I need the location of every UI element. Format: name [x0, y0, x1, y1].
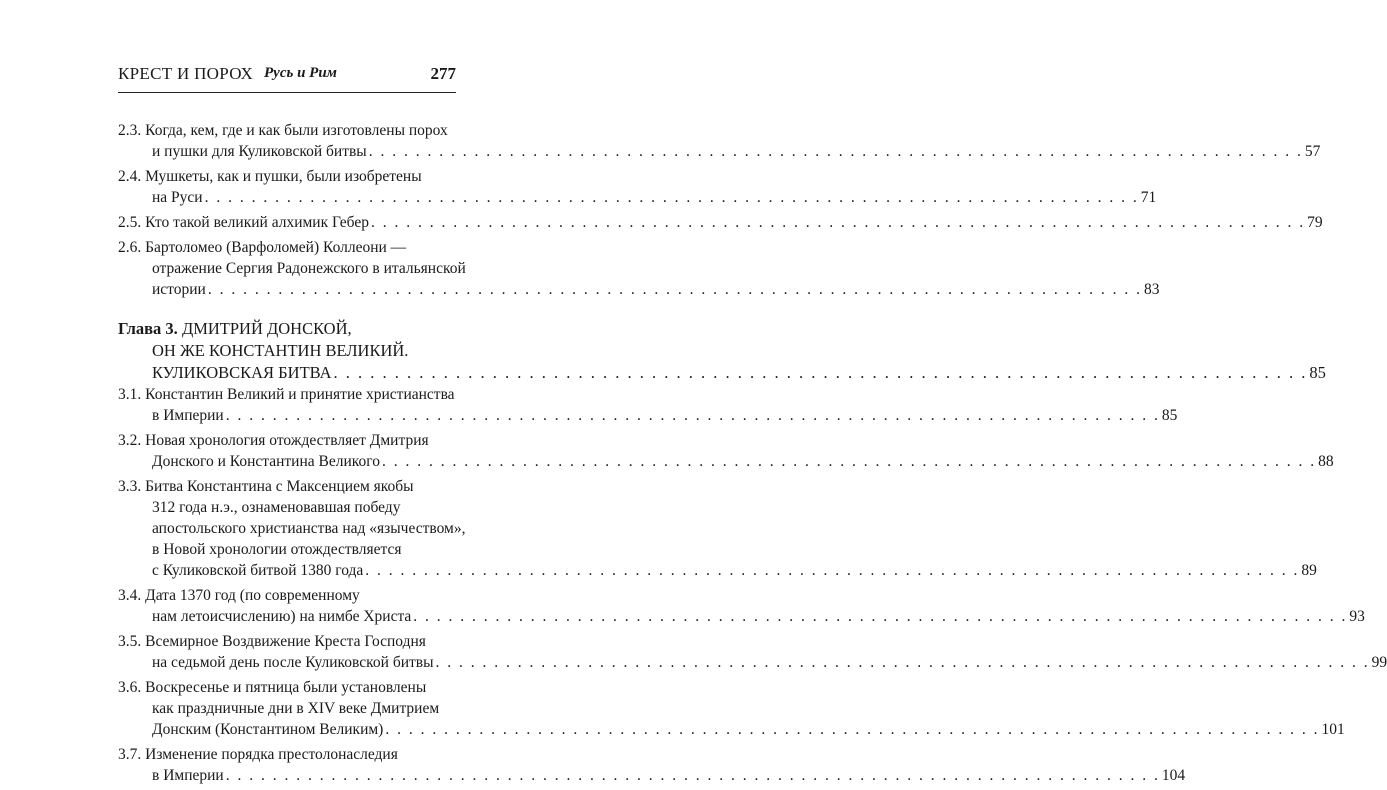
dot-leader: . . . . . . . . . . . . . . . . . . . . . . . . . . . . . . . . . . . . . . . . . . . . . . . . . . . . . . . . . . . . . . . . . . . . . . . . . . . . . . . . — [368, 143, 1303, 160]
toc-entry-title: 3.2. Новая хронология отождествляет Дмитрия — [118, 432, 429, 449]
toc-entry-title-cont: нам летоисчислению) на нимбе Христа — [152, 608, 412, 625]
toc-entry-line — [118, 166, 456, 187]
toc-page-number: 79 — [1307, 214, 1323, 231]
toc-entry-title: 3.1. Константин Великий и принятие христианства — [118, 386, 455, 403]
toc-page-number: 71 — [1140, 189, 1157, 206]
toc-entry-line — [118, 631, 456, 652]
chapter-title: ОН ЖЕ КОНСТАНТИН ВЕЛИКИЙ. — [152, 341, 409, 360]
toc-entry-line — [118, 698, 456, 719]
toc-entry-title: 2.4. Мушкеты, как и пушки, были изобретены — [118, 168, 422, 185]
toc-entry-title-cont: истории — [152, 281, 206, 298]
running-header — [118, 62, 456, 88]
toc-page-number: 89 — [1301, 562, 1317, 579]
toc-entry-line — [118, 744, 456, 765]
toc-entry-title: 3.4. Дата 1370 год (по современному — [118, 587, 360, 604]
toc-entry-line — [118, 279, 1160, 300]
toc-entry-title-cont: и пушки для Куликовской битвы — [152, 143, 367, 160]
toc-entry-line — [118, 405, 1178, 426]
toc-entry-line — [118, 560, 1317, 581]
toc-entry-title-cont: апостольского христианства над «язычеством», — [152, 520, 466, 537]
chapter-page-number: 85 — [1309, 363, 1326, 382]
dot-leader: . . . . . . . . . . . . . . . . . . . . . . . . . . . . . . . . . . . . . . . . . . . . . . . . . . . . . . . . . . . . . . . . . . . . . . . . . . . . . . . . — [435, 654, 1370, 671]
toc-entry-title-cont: на Руси — [152, 189, 203, 206]
toc-section-3 — [118, 384, 1387, 786]
toc-entry-title: 3.7. Изменение порядка престолонаследия — [118, 746, 398, 763]
toc-entry-line — [118, 384, 456, 405]
toc-entry-line — [118, 430, 456, 451]
toc-entry-title: 2.5. Кто такой великий алхимик Гебер — [118, 214, 369, 231]
toc-page-number: 101 — [1321, 721, 1345, 738]
toc-entry-line — [118, 606, 1365, 627]
dot-leader: . . . . . . . . . . . . . . . . . . . . . . . . . . . . . . . . . . . . . . . . . . . . . . . . . . . . . . . . . . . . . . . . . . . . . . . . . . . . . . . . — [385, 721, 1320, 738]
toc-section-2 — [118, 120, 1323, 300]
toc-entry-line — [118, 187, 1157, 208]
toc-entry[interactable] — [118, 677, 1345, 740]
chapter-title-line — [118, 318, 456, 340]
page-number: 277 — [430, 64, 456, 83]
toc-entry-line — [118, 539, 456, 560]
toc-page-number: 88 — [1318, 453, 1334, 470]
chapter-title: КУЛИКОВСКАЯ БИТВА — [152, 363, 332, 382]
toc-entry-line — [118, 237, 456, 258]
toc-entry[interactable] — [118, 430, 1334, 472]
toc-entry-line — [118, 518, 466, 539]
chapter-label: Глава 3. — [118, 319, 182, 338]
toc-entry-title-cont: как праздничные дни в XIV веке Дмитрием — [152, 700, 440, 717]
dot-leader: . . . . . . . . . . . . . . . . . . . . . . . . . . . . . . . . . . . . . . . . . . . . . . . . . . . . . . . . . . . . . . . . . . . . . . . . . . . . . . . . — [413, 608, 1348, 625]
toc-entry-line — [118, 719, 1345, 740]
toc-page-number: 83 — [1143, 281, 1160, 298]
toc-entry-line — [118, 765, 1186, 786]
dot-leader: . . . . . . . . . . . . . . . . . . . . . . . . . . . . . . . . . . . . . . . . . . . . . . . . . . . . . . . . . . . . . . . . . . . . . . . . . . . . . . . . — [370, 214, 1306, 231]
book-subtitle: Русь и Рим — [264, 65, 337, 81]
chapter-title: ДМИТРИЙ ДОНСКОЙ, — [181, 319, 352, 338]
dot-leader: . . . . . . . . . . . . . . . . . . . . . . . . . . . . . . . . . . . . . . . . . . . . . . . . . . . . . . . . . . . . . . . . . . . . . . . . . . . . . . . . — [225, 407, 1160, 424]
toc-entry-title-cont: с Куликовской битвой 1380 года — [152, 562, 364, 579]
toc-entry-title: 3.6. Воскресенье и пятница были установлены — [118, 679, 427, 696]
toc-entry-line — [118, 497, 456, 518]
toc-entry[interactable] — [118, 744, 1186, 786]
toc-entry[interactable] — [118, 120, 1321, 162]
toc-entry-line — [118, 120, 456, 141]
dot-leader: . . . . . . . . . . . . . . . . . . . . . . . . . . . . . . . . . . . . . . . . . . . . . . . . . . . . . . . . . . . . . . . . . . . . . . . . . . . . . . . . — [207, 281, 1142, 298]
toc-entry-title-cont: Донского и Константина Великого — [152, 453, 380, 470]
toc-entry-title-cont: в Новой хронологии отождествляется — [152, 541, 402, 558]
toc-entry-line — [118, 451, 1334, 472]
toc-page-number: 99 — [1371, 654, 1387, 671]
toc-entry-line — [118, 476, 456, 497]
dot-leader: . . . . . . . . . . . . . . . . . . . . . . . . . . . . . . . . . . . . . . . . . . . . . . . . . . . . . . . . . . . . . . . . . . . . . . . . . . . . . . . . — [204, 189, 1139, 206]
toc-entry[interactable] — [118, 237, 1160, 300]
toc-entry-title: 3.5. Всемирное Воздвижение Креста Господня — [118, 633, 426, 650]
toc-entry[interactable] — [118, 585, 1365, 627]
toc-page-number: 104 — [1161, 767, 1186, 784]
toc-entry[interactable] — [118, 476, 1317, 581]
toc-entry[interactable] — [118, 166, 1157, 208]
toc-page-number: 93 — [1349, 608, 1365, 625]
chapter-title-line — [118, 340, 456, 362]
toc-entry-line — [118, 677, 456, 698]
toc-entry-title: 3.3. Битва Константина с Максенцием якобы — [118, 478, 414, 495]
book-title: КРЕСТ И ПОРОХ — [118, 64, 254, 83]
chapter-title-line — [118, 362, 1326, 384]
toc-entry-title-cont: в Империи — [152, 767, 224, 784]
toc-entry-line — [118, 141, 1321, 162]
chapter-heading[interactable] — [118, 318, 1326, 384]
toc-page-number: 85 — [1161, 407, 1178, 424]
header-rule — [118, 92, 456, 93]
toc-entry[interactable] — [118, 631, 1387, 673]
toc-entry-line — [118, 258, 466, 279]
dot-leader: . . . . . . . . . . . . . . . . . . . . . . . . . . . . . . . . . . . . . . . . . . . . . . . . . . . . . . . . . . . . . . . . . . . . . . . . . . . . . . . . — [381, 453, 1317, 470]
toc-entry-title-cont: Донским (Константином Великим) — [152, 721, 384, 738]
toc-entry[interactable] — [118, 384, 1178, 426]
toc-entry-title: 2.6. Бартоломео (Варфоломей) Коллеони — — [118, 239, 407, 256]
toc-entry-title-cont: отражение Сергия Радонежского в итальянской — [152, 260, 466, 277]
dot-leader: . . . . . . . . . . . . . . . . . . . . . . . . . . . . . . . . . . . . . . . . . . . . . . . . . . . . . . . . . . . . . . . . . . . . . . . . . . . . . . . . — [333, 363, 1308, 382]
toc-entry[interactable] — [118, 212, 1323, 233]
toc-entry-line — [118, 652, 1387, 673]
toc-entry-title: 2.3. Когда, кем, где и как были изготовлены порох — [118, 122, 448, 139]
toc-page-number: 57 — [1304, 143, 1321, 160]
table-of-contents — [118, 120, 1387, 790]
toc-entry-title-cont: на седьмой день после Куликовской битвы — [152, 654, 434, 671]
toc-entry-line — [118, 585, 456, 606]
dot-leader: . . . . . . . . . . . . . . . . . . . . . . . . . . . . . . . . . . . . . . . . . . . . . . . . . . . . . . . . . . . . . . . . . . . . . . . . . . . . . . . . — [225, 767, 1160, 784]
toc-entry-title-cont: в Империи — [152, 407, 224, 424]
toc-entry-title-cont: 312 года н.э., ознаменовавшая победу — [152, 499, 401, 516]
toc-entry-line — [118, 212, 1323, 233]
dot-leader: . . . . . . . . . . . . . . . . . . . . . . . . . . . . . . . . . . . . . . . . . . . . . . . . . . . . . . . . . . . . . . . . . . . . . . . . . . . . . . . . — [365, 562, 1300, 579]
